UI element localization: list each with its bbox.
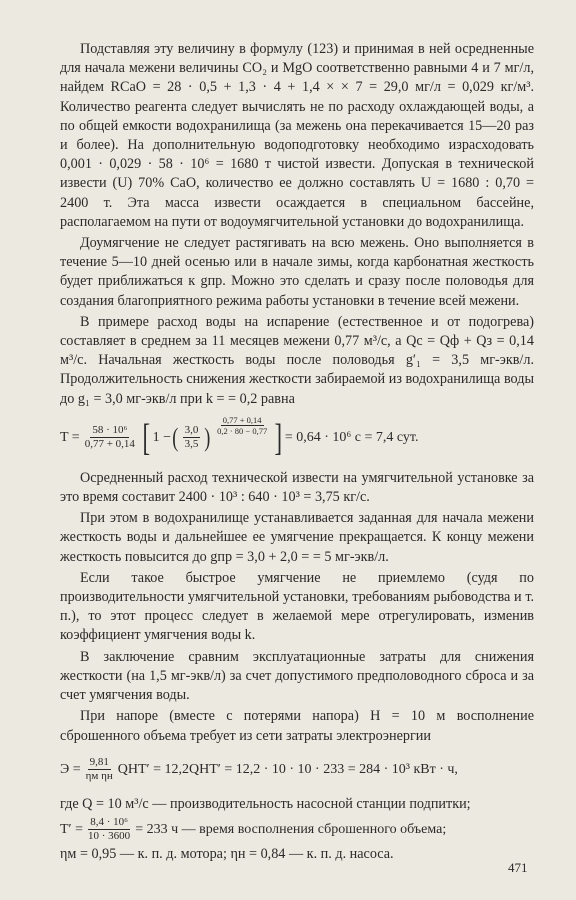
paragraph: При напоре (вместе с потерями напора) H = 10 м восполнение сброшенного объема требует из сети затраты электроэнергии — [60, 708, 534, 744]
body-text — [60, 40, 534, 866]
paragraph: Доумягчение не следует растягивать на всю межень. Оно выполняется в течение 5—10 дней осенью или в начале зимы, когда карбонатная жесткость будет приближаться к gпр. Можно это сделать и сразу после половодья для создания благоприятного режима работы установки в течение всей межени. — [60, 235, 534, 309]
fraction-denominator: 0,77 + 0,14 — [84, 438, 135, 451]
one-minus: 1 − — [152, 430, 171, 446]
ratio-fraction — [183, 424, 201, 451]
fraction — [84, 756, 115, 783]
left-bracket: [ — [142, 416, 151, 459]
ratio-denominator: 3,5 — [184, 438, 199, 451]
exponent-fraction — [215, 415, 269, 436]
ratio-numerator: 3,0 — [184, 424, 199, 437]
where-line: где Q = 10 м³/с — производительность насосной станции подпитки; — [60, 795, 471, 812]
paragraph: Осредненный расход технической извести на умягчительной установке за это время составит 2400 · 10³ : 640 · 10³ = 3,75 кг/с. — [60, 469, 534, 506]
formula-rhs: = 0,64 · 10⁶ с = 7,4 сут. — [284, 430, 419, 446]
fraction — [86, 816, 132, 843]
formula-lhs: T = — [60, 430, 80, 446]
paragraph: Если такое быстрое умягчение не приемлемо (судя по производительности умягчительной установки, требованиям рыбоводства и т. п.), то этот процесс следует в желаемой мере отрегулировать, изменив коэффициент умягчения воды k. — [60, 569, 534, 644]
formula-refill-time — [60, 816, 534, 843]
right-paren: ) — [204, 422, 211, 452]
formula-rhs: = 233 ч — время восполнения сброшенного объема; — [135, 821, 447, 837]
paragraph: В заключение сравним эксплуатационные затраты для снижения жесткости (на 1,5 мг-экв/л) за счет допустимого предполоводного сброса и за счет умягчения воды. — [60, 648, 534, 704]
formula-lhs: Э = — [60, 761, 81, 777]
fraction-denominator: 10 · 3600 — [88, 829, 131, 842]
efficiency-line: ηм = 0,95 — к. п. д. мотора; ηн = 0,84 — к. п. д. насоса. — [60, 845, 394, 862]
formula-rhs: QHT′ = 12,2QHT′ = 12,2 · 10 · 10 · 233 = 284 · 10³ кВт · ч, — [117, 761, 458, 777]
formula-energy — [60, 756, 534, 783]
fraction-numerator: 9,81 — [89, 755, 109, 768]
exponent-denominator: 0,2 · 80 − 0,77 — [217, 425, 268, 436]
exponent-numerator: 0,77 + 0,14 — [222, 414, 262, 425]
fraction — [83, 424, 137, 451]
fraction-numerator: 58 · 10⁶ — [92, 424, 128, 437]
fraction-denominator: ηм ηн — [85, 769, 113, 782]
fraction-numerator: 8,4 · 10⁶ — [90, 815, 128, 828]
left-paren: ( — [172, 422, 179, 452]
right-bracket: ] — [274, 416, 283, 459]
paragraph: При этом в водохранилище устанавливается заданная для начала межени жесткость воды и дальнейшее ее умягчение прекращается. К концу межени жесткость повысится до gпр = 3,0 + 2,0 = = 5 мг-экв/л. — [60, 510, 534, 565]
page-number: 471 — [508, 860, 528, 875]
paragraph: Подставляя эту величину в формулу (123) и принимая в ней осредненные для начала межени величины CO₂ и MgO соответственно равными 4 и 7 мг/л, найдем RCaO = 28 · 0,5 + 1,3 · 4 + 1,4 × × 7 = 29,0 мг/л = 0,029 кг/м³. Количество реагента следует вычислять не по расходу охлаждающей воды, а по общей емкости водохранилища (за межень она перекачивается 15—20 раз и более). На дополнительную водоподготовку необходимо израсходовать 0,001 · 0,029 · 58 · 10⁶ = 1680 т чистой извести. Допуская в технической извести (U) 70% CaO, количество ее должно составлять U = 1680 : 0,70 = 2400 т. Эта масса извести осаждается в специальном бассейне, располагаемом на пути от водоумягчительной установки до водохранилища. — [60, 41, 534, 230]
formula-lhs: T′ = — [60, 821, 84, 837]
paragraph: В примере расход воды на испарение (естественное и от подогрева) составляет в среднем за 11 месяцев межени 0,77 м³/с, а Qс = Qф + Qз = 0,14 м³/с. Начальная жесткость воды после половодья g′₁ = 3,5 мг-экв/л. Продолжительность снижения жесткости забираемой из водохранилища воды до g₁ = 3,0 мг-экв/л при k = = 0,2 равна — [60, 313, 534, 407]
formula-duration — [60, 414, 534, 459]
